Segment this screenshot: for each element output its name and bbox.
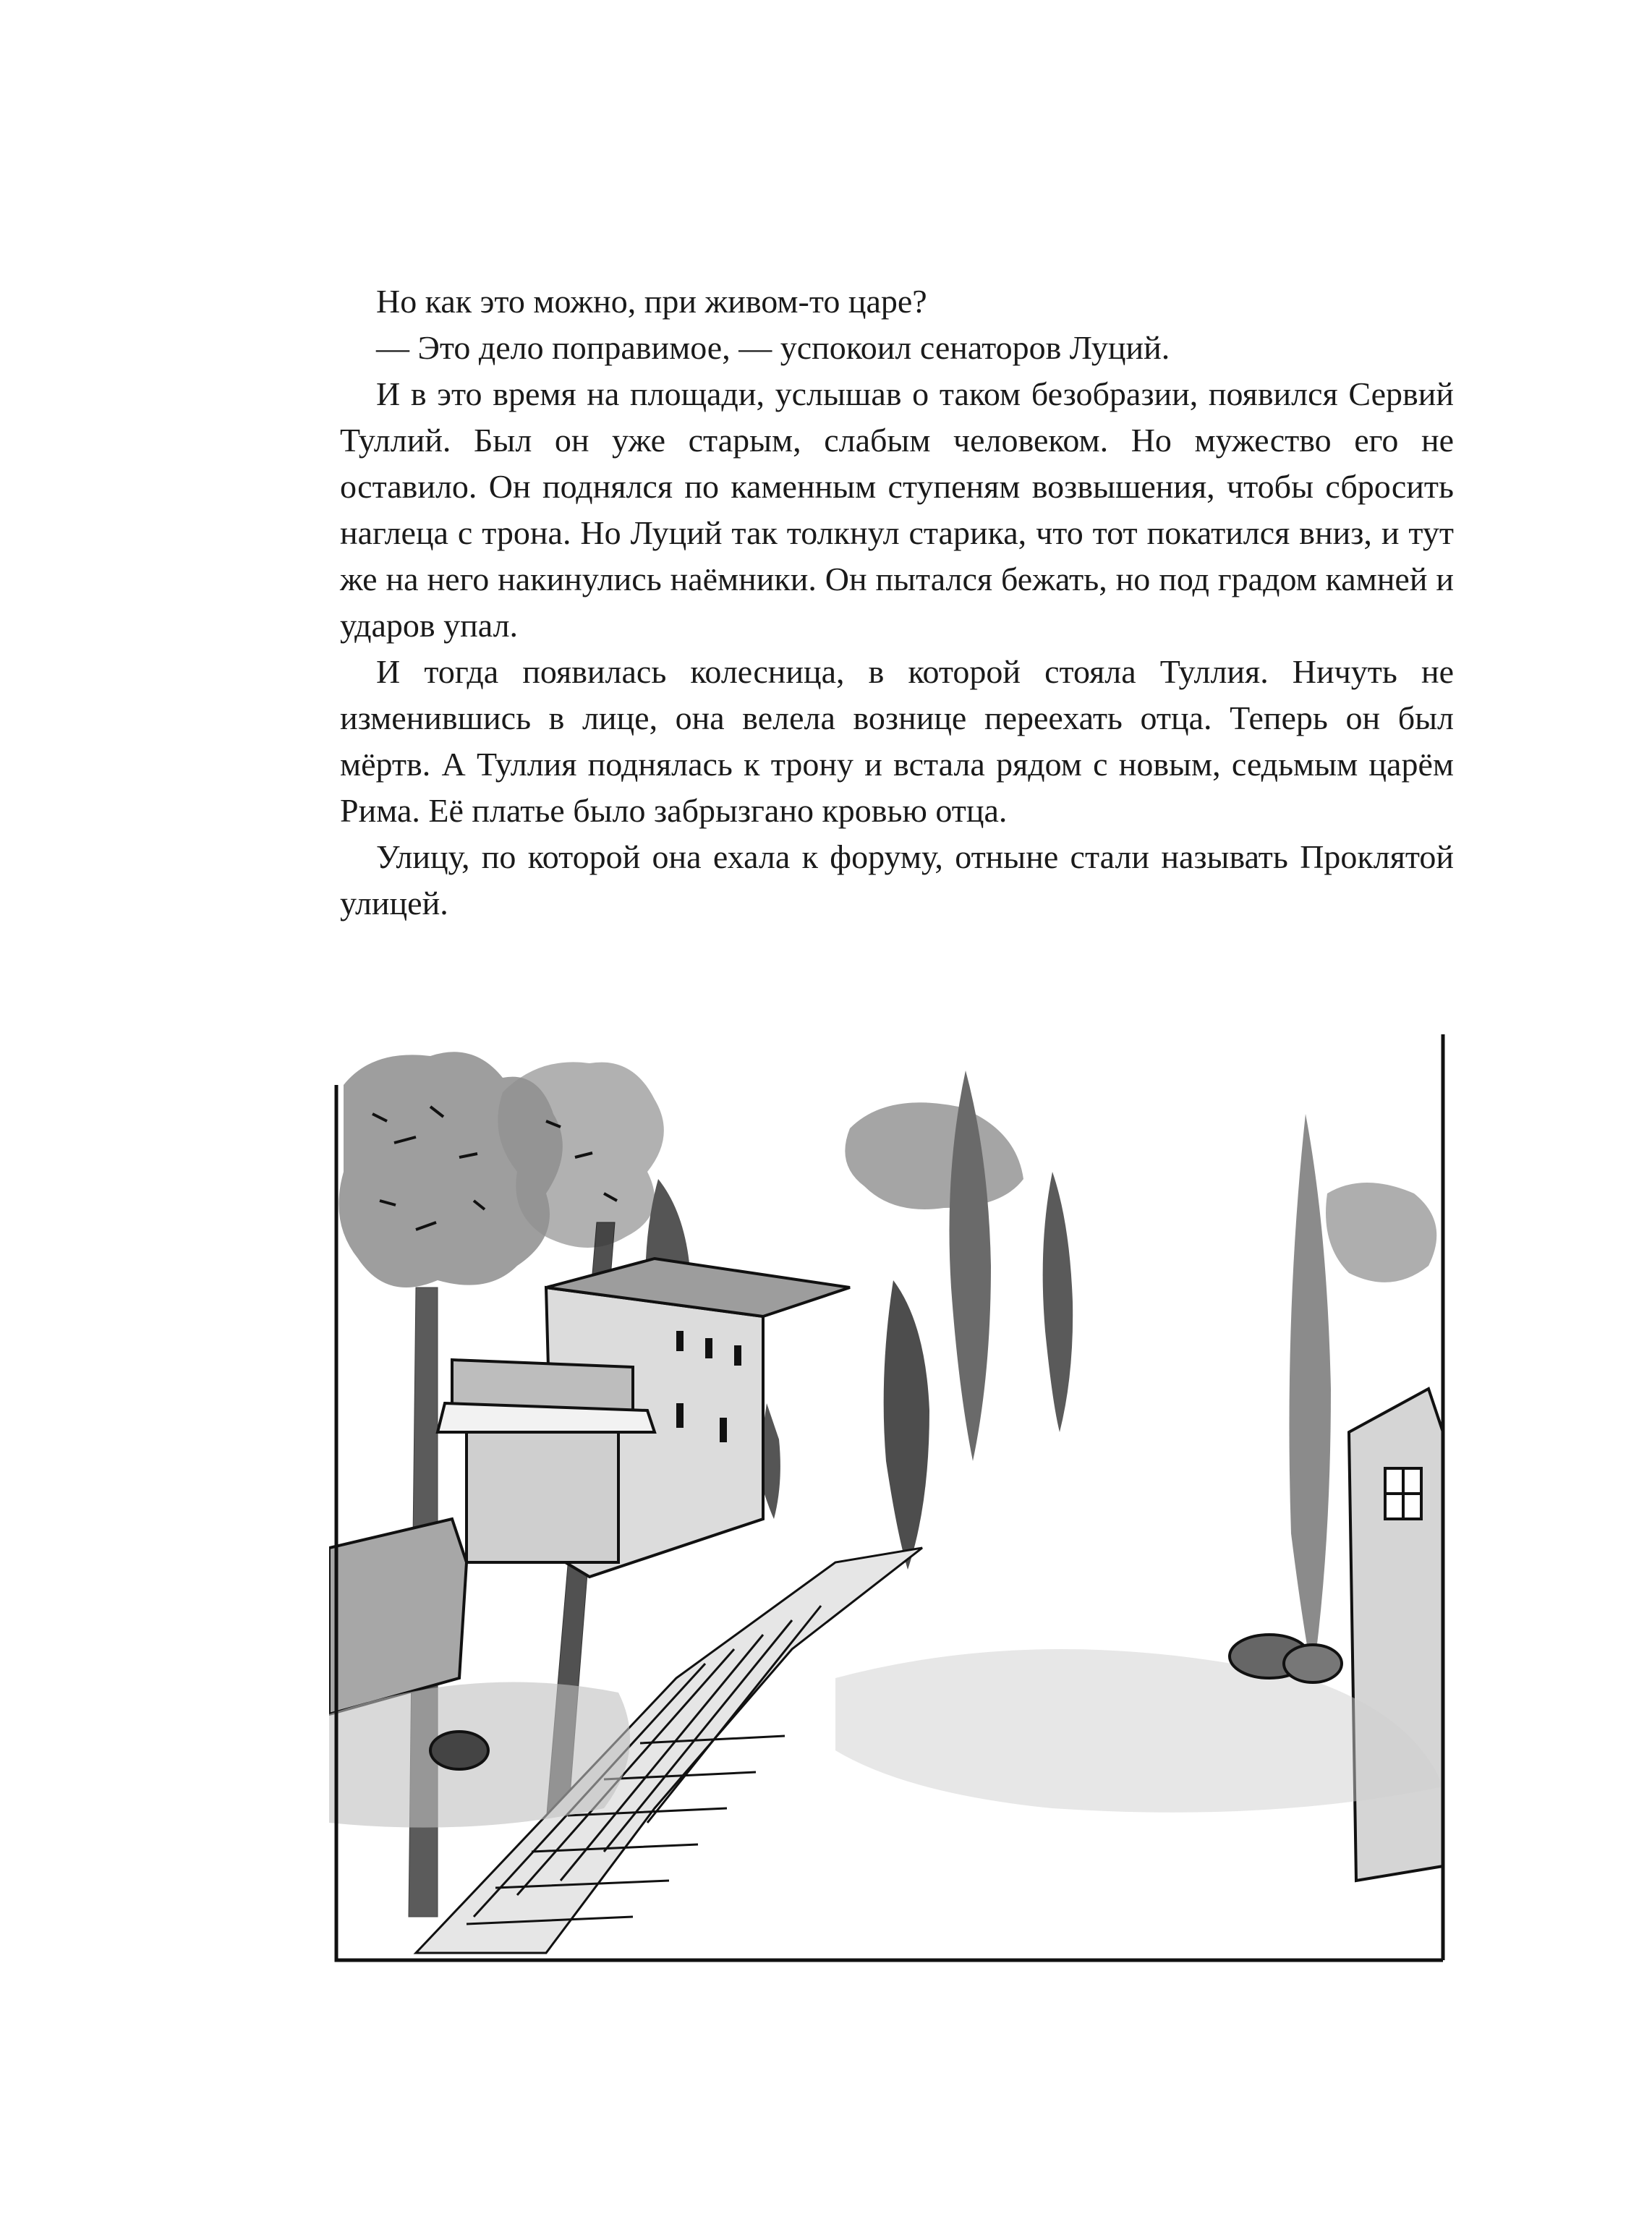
paragraph-2: — Это дело поправимое, — успокоил сенаторов Луций. bbox=[376, 329, 1170, 366]
left-trees-wash bbox=[339, 1052, 664, 1287]
right-trees bbox=[845, 1070, 1436, 1678]
body-text bbox=[340, 278, 1454, 927]
paragraph-1: Но как это можно, при живом-то царе? bbox=[376, 283, 927, 320]
paragraph-5: Улицу, по которой она ехала к форуму, отныне стали называть Проклятой улицей. bbox=[340, 838, 1454, 921]
paragraph-4: И тогда появилась колесница, в которой стояла Туллия. Ничуть не изменившись в лице, она велела вознице переехать отца. Теперь он был мёртв. А Туллия поднялась к трону и встала рядом с новым, седьмым царём Рима. Её платье было забрызгано кровью отца. bbox=[340, 653, 1454, 829]
paragraph-3: И в это время на площади, услышав о таком безобразии, появился Сервий Туллий. Был он уже старым, слабым человеком. Но мужество его не оставило. Он поднялся по каменным ступеням возвышения, чтобы сбросить наглеца с трона. Но Луций так толкнул старика, что тот покатился вниз, и тут же на него накинулись наёмники. Он пытался бежать, но под градом камней и ударов упал. bbox=[340, 375, 1454, 644]
ink-sketch-illustration bbox=[329, 1027, 1472, 1982]
street-scene-drawing bbox=[329, 1027, 1472, 1982]
